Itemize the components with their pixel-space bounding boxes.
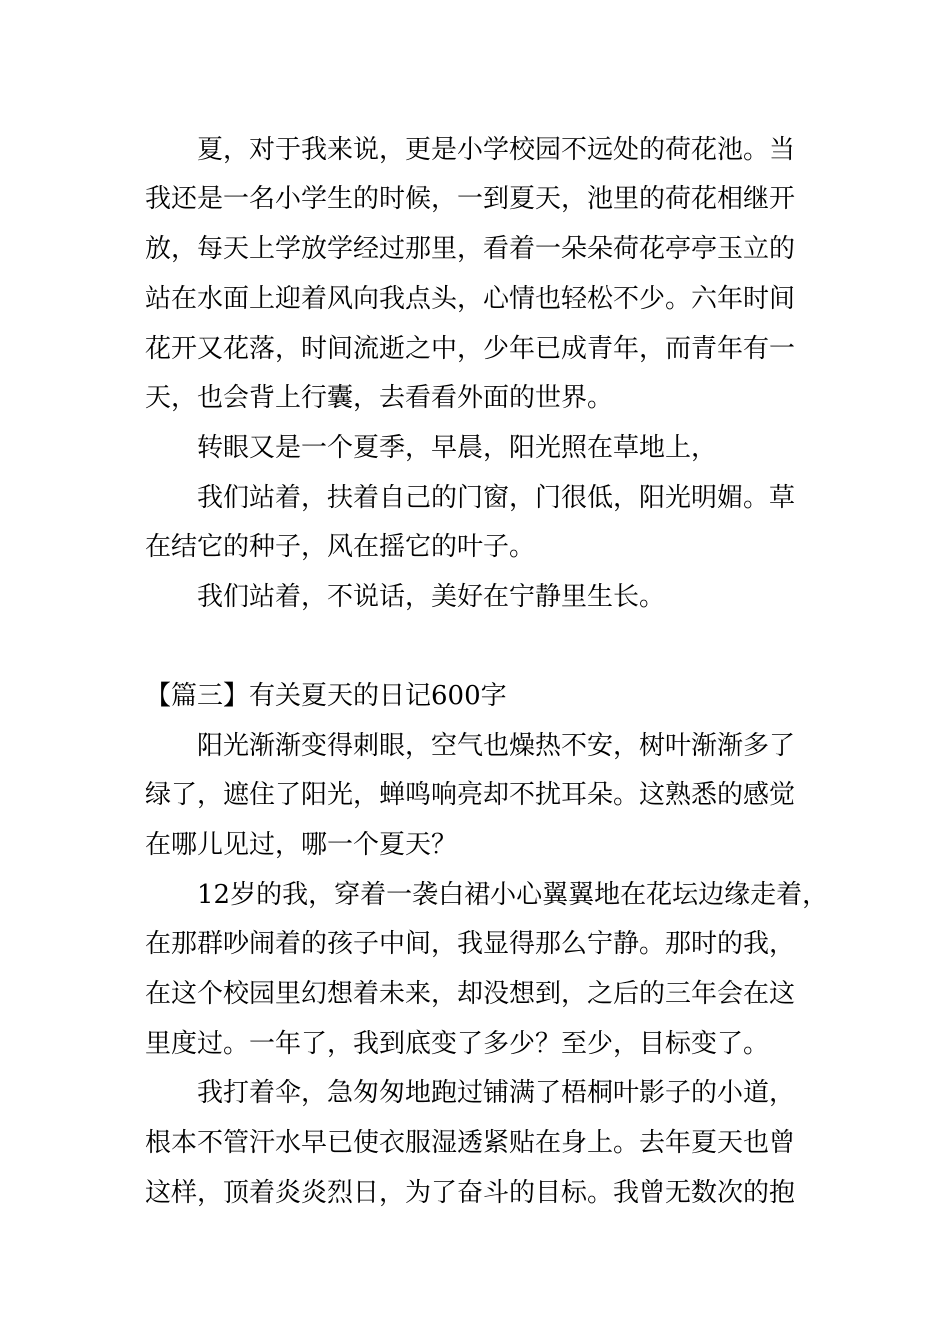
text-line: 12岁的我，穿着一袭白裙小心翼翼地在花坛边缘走着， — [197, 880, 829, 910]
text-line: 在结它的种子，风在摇它的叶子。 — [145, 532, 536, 562]
text-line: 花开又花落，时间流逝之中，少年已成青年，而青年有一 — [145, 334, 796, 364]
text-line: 夏，对于我来说，更是小学校园不远处的荷花池。当 — [197, 135, 796, 165]
text-line: 我打着伞，急匆匆地跑过铺满了梧桐叶影子的小道， — [197, 1078, 796, 1108]
text-line: 放，每天上学放学经过那里，看着一朵朵荷花亭亭玉立的 — [145, 234, 796, 264]
section-heading: 【篇三】有关夏天的日记600字 — [145, 681, 507, 711]
text-line: 根本不管汗水早已使衣服湿透紧贴在身上。去年夏天也曾 — [145, 1128, 796, 1158]
text-line: 我还是一名小学生的时候，一到夏天，池里的荷花相继开 — [145, 184, 796, 214]
text-line: 转眼又是一个夏季，早晨，阳光照在草地上， — [197, 433, 718, 463]
text-line: 阳光渐渐变得刺眼，空气也燥热不安，树叶渐渐多了 — [197, 731, 796, 761]
text-line: 在那群吵闹着的孩子中间，我显得那么宁静。那时的我， — [145, 929, 796, 959]
text-line: 我们站着，扶着自己的门窗，门很低，阳光明媚。草 — [197, 483, 796, 513]
text-line: 在这个校园里幻想着未来，却没想到，之后的三年会在这 — [145, 979, 796, 1009]
text-line: 绿了，遮住了阳光，蝉鸣响亮却不扰耳朵。这熟悉的感觉 — [145, 780, 796, 810]
text-line: 里度过。一年了，我到底变了多少？至少，目标变了。 — [145, 1029, 770, 1059]
text-line: 这样，顶着炎炎烈日，为了奋斗的目标。我曾无数次的抱 — [145, 1178, 796, 1208]
text-line: 天，也会背上行囊，去看看外面的世界。 — [145, 383, 614, 413]
text-line: 站在水面上迎着风向我点头，心情也轻松不少。六年时间 — [145, 284, 796, 314]
text-line: 在哪儿见过，哪一个夏天？ — [145, 830, 458, 860]
text-line: 我们站着，不说话，美好在宁静里生长。 — [197, 582, 666, 612]
